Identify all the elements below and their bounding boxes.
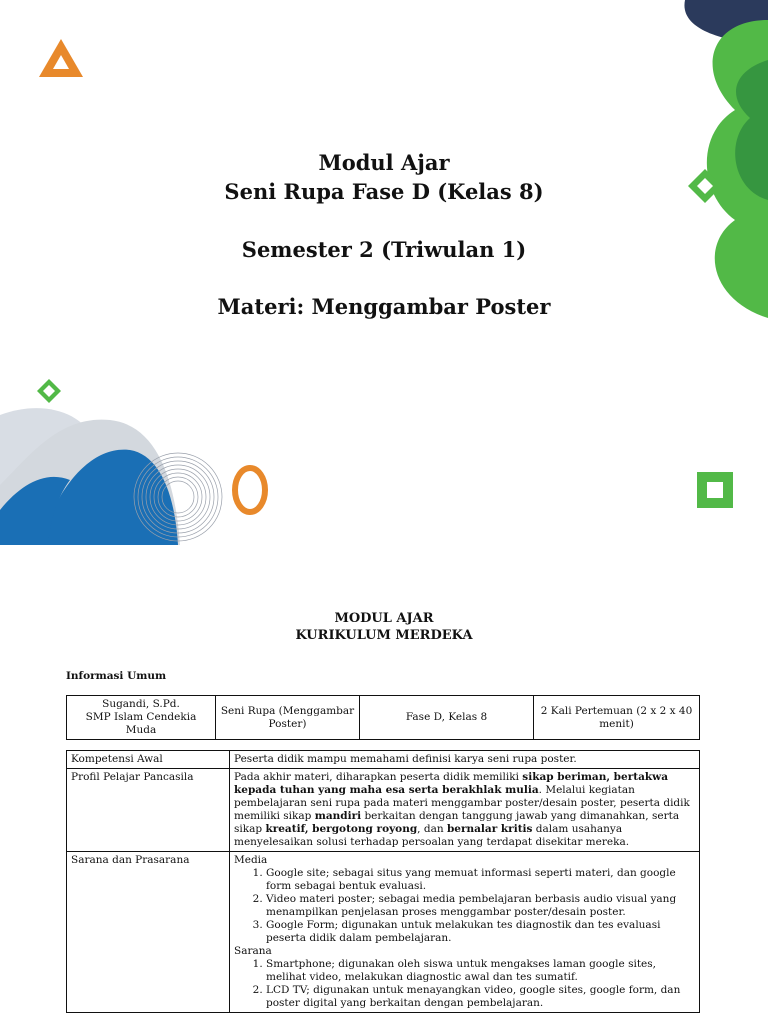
info-section-label: Informasi Umum [66,670,167,682]
details-table [66,750,700,1013]
table-row [67,769,700,852]
profil-label: Profil Pelajar Pancasila [67,769,230,852]
author-name: Sugandi, S.Pd. [102,698,180,710]
media-title: Media [234,854,268,866]
phase-cell: Fase D, Kelas 8 [360,696,534,740]
kompetensi-text: Peserta didik mampu memahami definisi karya seni rupa poster. [230,751,700,769]
triangle-logo-icon [38,38,84,78]
table-row [67,696,700,740]
orange-ring-icon [229,462,271,518]
kompetensi-label: Kompetensi Awal [67,751,230,769]
list-item: 1. Google site; sebagai situs yang memuat informasi seperti materi, dan google form sebagai bentuk evaluasi. [266,867,695,893]
cover-title-line2: Seni Rupa Fase D (Kelas 8) [224,179,544,204]
sarana-title: Sarana [234,945,272,957]
cover-materi: Materi: Menggambar Poster [217,294,551,319]
info-table [66,695,700,740]
doc-heading: MODUL AJAR [334,611,434,626]
sarana-content [230,852,700,1013]
sarana-list [234,958,695,1010]
doc-subheading: KURIKULUM MERDEKA [295,628,473,643]
profil-text: Pada akhir materi, diharapkan peserta didik memiliki sikap beriman, bertakwa kepada tuhan yang maha esa serta berakhlak mulia. Melalui kegiatan pembelajaran seni rupa pada materi menggambar poster/desain poster, peserta didik memiliki sikap mandiri berkaitan dengan tanggung jawab yang dimanahkan, serta sikap kreatif, bergotong royong, dan bernalar kritis dalam usahanya menyelesaikan solusi terhadap persoalan yang terdapat disekitar mereka. [230,769,700,852]
school-name: SMP Islam Cendekia Muda [85,711,197,736]
list-item: 2. Video materi poster; sebagai media pembelajaran berbasis audio visual yang menampilkan penjelasan proses menggambar poster/desain poster. [266,893,695,919]
cover-semester: Semester 2 (Triwulan 1) [241,237,527,262]
list-item: 3. Google Form; digunakan untuk melakukan tes diagnostik dan tes evaluasi peserta didik dalam pembelajaran. [266,919,695,945]
cover-title-line1: Modul Ajar [318,150,450,175]
table-row [67,751,700,769]
subject-cell: Seni Rupa (Menggambar Poster) [216,696,360,740]
list-item: 2. LCD TV; digunakan untuk menayangkan video, google sites, google form, dan poster digital yang berkaitan dengan pembelajaran. [266,984,695,1010]
meetings-cell: 2 Kali Pertemuan (2 x 2 x 40 menit) [534,696,700,740]
author-cell [67,696,216,740]
media-list [234,867,695,945]
table-row [67,852,700,1013]
document-page [0,545,768,1024]
list-item: 1. Smartphone; digunakan oleh siswa untuk mengakses laman google sites, melihat video, melakukan diagnostic awal dan tes sumatif. [266,958,695,984]
green-square-icon [697,472,733,508]
sarana-label: Sarana dan Prasarana [67,852,230,1013]
blue-wave-decoration [0,395,230,545]
